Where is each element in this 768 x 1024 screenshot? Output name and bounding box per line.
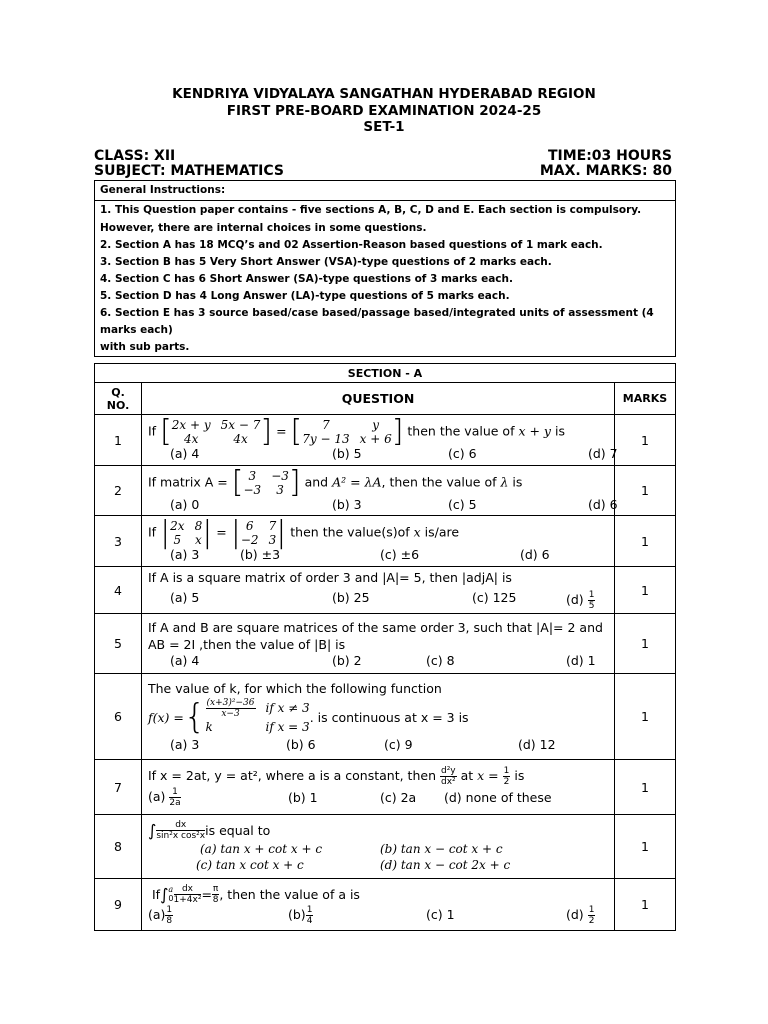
question-marks: 1 <box>615 879 676 931</box>
table-row <box>95 815 676 879</box>
table-row <box>95 415 676 466</box>
question-text: If [ 2x + y 5x − 7 4x 4x ] = [ 7 y 7y − 13 x + 6 ] then the value of x + y is (a) 4 (b) 5 (c) 6 (d) 7 <box>142 415 615 466</box>
set-label: SET-1 <box>363 119 405 135</box>
table-row <box>95 466 676 516</box>
question-text: If A and B are square matrices of the same order 3, such that |A|= 2 and AB = 2I ,then the value of |B| is (a) 4 (b) 2 (c) 8 (d) 1 <box>142 614 615 674</box>
question-marks: 1 <box>615 415 676 466</box>
instruction-4: 4. Section C has 6 Short Answer (SA)-type questions of 3 marks each. <box>100 273 513 285</box>
question-text: If | 2x 8 5 x | = | 6 7 −2 3 | then the value(s)of x is/are (a) 3 (b) ±3 (c) ±6 (d) 6 <box>142 516 615 567</box>
instruction-3: 3. Section B has 5 Very Short Answer (VSA)-type questions of 2 marks each. <box>100 256 552 268</box>
question-text: If ∫ a 0 $\frac{dx}{\text{1+4x²}}$ = $\frac{\pi}{8}$ , then the value of a is (a) $\frac{1}{8}$ (b) $\frac{1}{4}$ (c) 1 (d) $\frac{1}{2}$ <box>142 879 615 931</box>
question-number: 3 <box>95 516 142 567</box>
question-text: If x = 2at, y = at², where a is a constant, then $\frac{\text{d²y}}{\text{dx²}}$ at x = $\frac{1}{2}$ is (a) $\frac{1}{2a}$ (b) 1 (c) 2a (d) none of these <box>142 760 615 815</box>
question-marks: 1 <box>615 567 676 614</box>
table-row <box>95 614 676 674</box>
instruction-6: 6. Section E has 3 source based/case based/passage based/integrated units of assessment (4 marks each) <box>100 307 654 336</box>
subject-label: SUBJECT: MATHEMATICS <box>94 163 284 179</box>
question-table <box>94 363 676 931</box>
question-marks: 1 <box>615 815 676 879</box>
school-title: KENDRIYA VIDYALAYA SANGATHAN HYDERABAD REGION <box>172 86 596 102</box>
exam-title: FIRST PRE-BOARD EXAMINATION 2024-25 <box>226 103 542 119</box>
question-number: 2 <box>95 466 142 516</box>
table-row <box>95 879 676 931</box>
question-marks: 1 <box>615 516 676 567</box>
question-text: ∫ $\frac{dx}{\text{sin²x cos²x}}$ is equal to (a) tan x + cot x + c (b) tan x − cot x + c (c) tan x cot x + c (d) tan x − cot 2x + c <box>142 815 615 879</box>
question-number: 8 <box>95 815 142 879</box>
question-text: If A is a square matrix of order 3 and |A|= 5, then |adjA| is (a) 5 (b) 25 (c) 125 (d) $\frac{1}{5}$ <box>142 567 615 614</box>
question-text: If matrix A = [ 3 −3 −3 3 ] and A² = λA, then the value of λ is (a) 0 (b) 3 (c) 5 (d) 6 <box>142 466 615 516</box>
question-number: 1 <box>95 415 142 466</box>
table-row <box>95 674 676 760</box>
instruction-2: 2. Section A has 18 MCQ’s and 02 Assertion-Reason based questions of 1 mark each. <box>100 239 603 251</box>
class-label: CLASS: XII <box>94 148 176 164</box>
question-header: QUESTION <box>142 383 615 415</box>
instruction-block <box>94 220 676 357</box>
question-marks: 1 <box>615 466 676 516</box>
instructions-title: General Instructions: <box>94 180 676 200</box>
question-text: The value of k, for which the following function f(x) = { $\frac{\text{(x+3)²−36}}{x-3}$ if x ≠ 3 k if x = 3 . is continuous at x = 3 is (a) 3 (b) 6 (c) 9 (d) 12 <box>142 674 615 760</box>
question-marks: 1 <box>615 614 676 674</box>
time-label: TIME:03 HOURS <box>547 148 672 164</box>
question-number: 7 <box>95 760 142 815</box>
max-marks-label: MAX. MARKS: 80 <box>539 163 672 179</box>
marks-header: MARKS <box>615 383 676 415</box>
question-number: 5 <box>95 614 142 674</box>
question-number: 6 <box>95 674 142 760</box>
qno-header: Q. NO. <box>95 383 142 415</box>
question-number: 9 <box>95 879 142 931</box>
general-instructions <box>94 180 676 357</box>
table-row <box>95 516 676 567</box>
instruction-5: 5. Section D has 4 Long Answer (LA)-type questions of 5 marks each. <box>100 290 510 302</box>
table-row <box>95 760 676 815</box>
instruction-1: 1. This Question paper contains - five sections A, B, C, D and E. Each section is compulsory. <box>94 200 676 220</box>
instruction-6b: with sub parts. <box>100 341 190 353</box>
question-number: 4 <box>95 567 142 614</box>
section-heading: SECTION - A <box>95 364 676 383</box>
question-marks: 1 <box>615 760 676 815</box>
instruction-1b: However, there are internal choices in some questions. <box>100 222 427 234</box>
question-marks: 1 <box>615 674 676 760</box>
table-row <box>95 567 676 614</box>
